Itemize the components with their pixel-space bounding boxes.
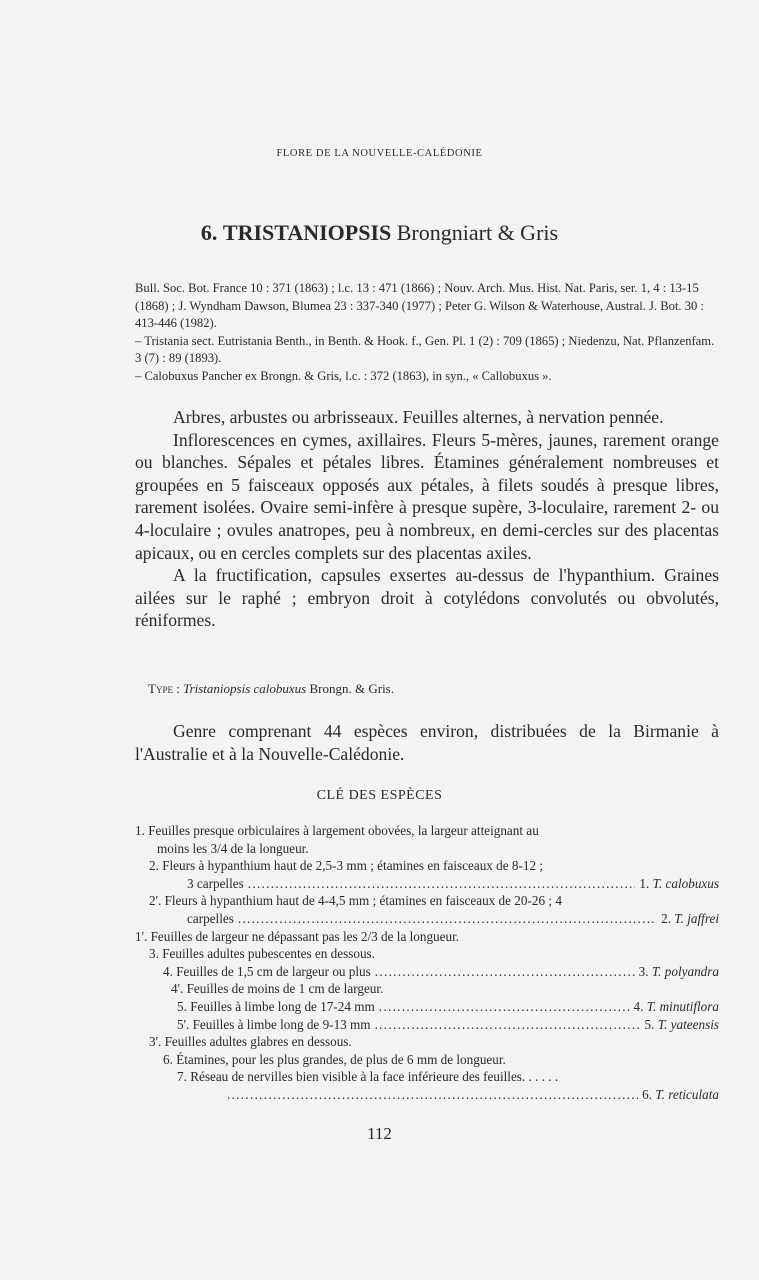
type-species: Tristaniopsis calobuxus (183, 681, 307, 696)
key-line-text: carpelles (187, 910, 234, 926)
key-line-text: 4'. Feuilles de moins de 1 cm de largeur. (171, 981, 384, 997)
reference-1: Bull. Soc. Bot. France 10 : 371 (1863) ; l.c. 13 : 471 (1866) ; Nouv. Arch. Mus. Hist. Nat. Paris, ser. 1, 4 : 13-15 (1868) ; J. Wyndham Dawson, Blumea 23 : 337-340 (1977) ; Peter G. Wilson & Waterhouse, Austral. J. Bot. 30 : 413-446 (1982). (135, 281, 704, 331)
key-title: CLÉ DES ESPÈCES (316, 788, 443, 803)
page-number: 112 (367, 1124, 392, 1143)
type-label: Type : (148, 681, 180, 696)
genus-number: 6. (200, 220, 218, 245)
key-line (135, 998, 719, 1016)
leader-dots (379, 998, 630, 1016)
key-species-result (634, 998, 720, 1016)
leader-dots (238, 910, 657, 928)
key-line-text: 2. Fleurs à hypanthium haut de 2,5-3 mm ; étamines en faisceaux de 8-12 ; (149, 858, 544, 874)
reference-2: – Tristania sect. Eutristania Benth., in Benth. & Hook. f., Gen. Pl. 1 (2) : 709 (1865) ; Niedenzu, Nat. Pflanzenfam. 3 (7) : 89 (1893). (135, 333, 715, 366)
type-designation (148, 681, 719, 697)
key-species-number: 2. (661, 910, 671, 926)
key-line-text: 5. Feuilles à limbe long de 17-24 mm (177, 998, 375, 1014)
key-line-text: 5'. Feuilles à limbe long de 9-13 mm (177, 1016, 371, 1032)
leader-dots (375, 1016, 641, 1034)
key-species-result (642, 1086, 719, 1104)
description-paragraph-1: Arbres, arbustes ou arbrisseaux. Feuilles alternes, à nervation pennée. (173, 407, 664, 427)
key-species-result (639, 963, 719, 981)
key-species-number: 4. (633, 998, 644, 1014)
key-line-text: 2'. Fleurs à hypanthium haut de 4-4,5 mm ; étamines en faisceaux de 20-26 ; 4 (149, 893, 562, 909)
key-species-number: 5. (644, 1016, 655, 1032)
key-line (135, 892, 719, 910)
key-line (135, 875, 719, 893)
key-species-name: T. polyandra (651, 963, 719, 979)
key-line (135, 1016, 719, 1034)
genre-note (135, 720, 719, 765)
key-species-name: T. minutiflora (646, 998, 719, 1014)
key-line (135, 945, 719, 963)
key-line-text: 1. Feuilles presque orbiculaires à largement obovées, la largeur atteignant au (135, 823, 539, 838)
description-paragraph-3: A la fructification, capsules exsertes au-dessus de l'hypanthium. Graines ailées sur le raphé ; embryon droit à cotylédons convolutés ou obvolutés, réniformes. (135, 565, 719, 631)
key-line-text: 7. Réseau de nervilles bien visible à la face inférieure des feuilles. . . . . . (177, 1069, 559, 1085)
key-line-text: 3 carpelles (187, 875, 244, 891)
key-species-result (639, 875, 719, 893)
key-line (135, 928, 719, 946)
key-line-text: 1'. Feuilles de largeur ne dépassant pas les 2/3 de la longueur. (135, 928, 460, 944)
key-line (135, 857, 719, 875)
bibliographic-references (135, 280, 719, 386)
key-species-result (661, 910, 719, 928)
key-species-number: 1. (639, 875, 650, 891)
key-species-name: T. reticulata (655, 1086, 719, 1102)
key-species-name: T. calobuxus (652, 875, 719, 891)
key-line-text: 3'. Feuilles adultes glabres en dessous. (149, 1034, 352, 1050)
key-species-name: T. jaffrei (674, 910, 719, 926)
leader-dots (375, 963, 635, 981)
key-line (135, 910, 719, 928)
key-line-text: 6. Étamines, pour les plus grandes, de plus de 6 mm de longueur. (163, 1051, 506, 1067)
key-line (135, 822, 719, 840)
genre-note-text: Genre comprenant 44 espèces environ, distribuées de la Birmanie à l'Australie et à la Nouvelle-Calédonie. (135, 721, 719, 764)
species-key (135, 822, 719, 1104)
key-line (135, 1086, 719, 1104)
leader-dots (248, 875, 636, 893)
running-head: FLORE DE LA NOUVELLE-CALÉDONIE (276, 148, 483, 159)
key-line (135, 1068, 719, 1086)
key-line (135, 1033, 719, 1051)
key-line-text: moins les 3/4 de la longueur. (157, 840, 309, 856)
key-line (135, 840, 719, 858)
description-paragraph-2: Inflorescences en cymes, axillaires. Fleurs 5-mères, jaunes, rarement orange ou blanches. Sépales et pétales libres. Étamines généralement nombreuses et groupées en 5 faisceaux opposés aux pétales, à filets soudés à presque libres, rarement isolées. Ovaire semi-infère à presque supère, 3-loculaire, rarement 2- ou 4-loculaire ; ovules anatropes, peu à nombreux, en demi-cercles sur des placentas apicaux, ou en cercles complets sur des placentas axiles. (135, 429, 719, 563)
key-line-text: 3. Feuilles adultes pubescentes en dessous. (149, 946, 375, 962)
type-authors: Brongn. & Gris. (309, 681, 394, 696)
genus-heading (0, 220, 759, 246)
key-line (135, 963, 719, 981)
key-line (135, 980, 719, 998)
genus-name: TRISTANIOPSIS (222, 220, 392, 245)
genus-authors: Brongniart & Gris (396, 220, 559, 245)
key-line (135, 1051, 719, 1069)
key-species-number: 3. (638, 963, 649, 979)
key-species-result (645, 1016, 719, 1034)
genus-description (135, 406, 719, 632)
key-species-number: 6. (642, 1086, 652, 1102)
key-line-text: 4. Feuilles de 1,5 cm de largeur ou plus (163, 963, 371, 979)
leader-dots (227, 1086, 638, 1104)
key-species-name: T. yateensis (657, 1016, 719, 1032)
reference-3: – Calobuxus Pancher ex Brongn. & Gris, l.c. : 372 (1863), in syn., « Callobuxus ». (135, 368, 552, 383)
